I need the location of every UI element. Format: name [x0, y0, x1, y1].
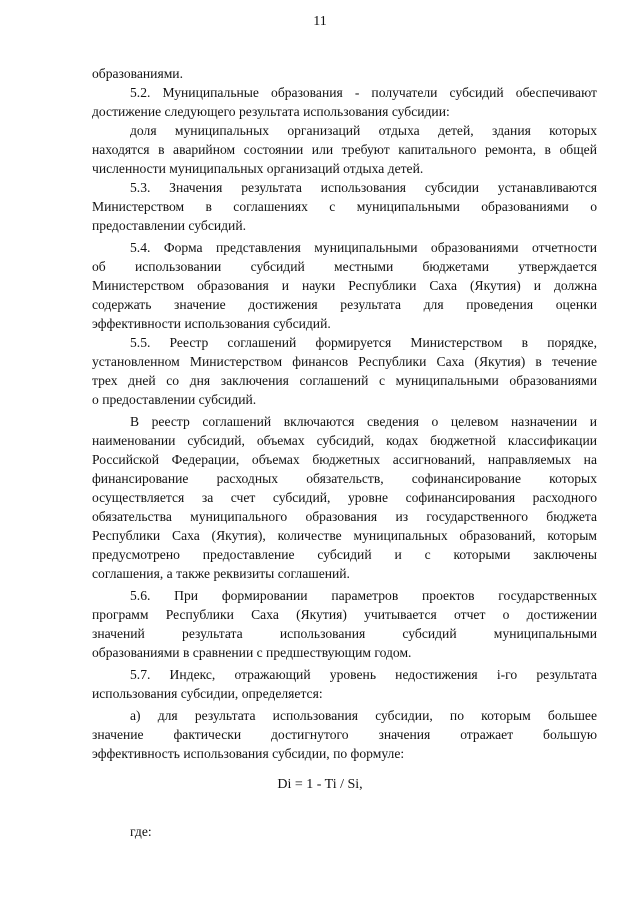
text-line: установленном Министерством финансов Республики Саха (Якутия) в течение [92, 354, 597, 369]
text-line: 5.3. Значения результата использования субсидии устанавливаются [130, 180, 597, 195]
text-line: о предоставлении субсидий. [92, 392, 257, 407]
page-number: 11 [313, 14, 327, 29]
text-line: обязательства муниципального образования из государственного бюджета [92, 509, 597, 524]
text-line: 5.2. Муниципальные образования - получатели субсидий обеспечивают [130, 85, 597, 100]
text-line: предусмотрено предоставление субсидий и с которыми заключены [92, 547, 597, 562]
text-line: содержать значение достижения результата для проведения оценки [92, 297, 597, 312]
text-line: финансирование расходных обязательств, софинансирование которых [92, 471, 597, 486]
text-line: Министерством в соглашениях с муниципальными образованиями о [92, 199, 597, 214]
text-line: Республики Саха (Якутия), количестве муниципальных образований, которым [92, 528, 597, 543]
text-line: достижение следующего результата использования субсидии: [92, 104, 450, 119]
text-line: значений результата использования субсидий муниципальными [92, 626, 597, 641]
text-line: В реестр соглашений включаются сведения о целевом назначении и [130, 414, 597, 429]
text-line: а) для результата использования субсидии, по которым большее [130, 708, 597, 723]
text-line: наименовании субсидий, объемах субсидий, кодах бюджетной классификации [92, 433, 597, 448]
text-line: Министерством образования и науки Республики Саха (Якутия) и должна [92, 278, 597, 293]
text-line: эффективности использования субсидий. [92, 316, 331, 331]
text-line: значение фактически достигнутого значения отражает большую [92, 727, 597, 742]
text-line: образованиями в сравнении с предшествующим годом. [92, 645, 412, 660]
text-line: осуществляется за счет субсидий, уровне софинансирования расходного [92, 490, 597, 505]
text-line: использования субсидии, определяется: [92, 686, 323, 701]
text-line: соглашения, а также реквизиты соглашений. [92, 566, 350, 581]
text-line: трех дней со дня заключения соглашений с муниципальными образованиями [92, 373, 597, 388]
text-line: 5.7. Индекс, отражающий уровень недостижения i-го результата [130, 667, 597, 682]
text-line: численности муниципальных организаций отдыха детей. [92, 161, 424, 176]
text-line: 5.6. При формировании параметров проектов государственных [130, 588, 597, 603]
text-line: об использовании субсидий местными бюджетами утверждается [92, 259, 597, 274]
text-line: Российской Федерации, объемах бюджетных ассигнований, направляемых на [92, 452, 597, 467]
formula: Di = 1 - Ti / Si, [277, 777, 363, 792]
text-line: программ Республики Саха (Якутия) учитывается отчет о достижении [92, 607, 597, 622]
text-line: 5.5. Реестр соглашений формируется Министерством в порядке, [130, 335, 597, 350]
text-line: доля муниципальных организаций отдыха детей, здания которых [130, 123, 597, 138]
where-label: где: [130, 824, 152, 839]
text-line: предоставлении субсидий. [92, 218, 246, 233]
text-line: образованиями. [92, 66, 183, 81]
text-line: находятся в аварийном состоянии или требуют капитального ремонта, в общей [92, 142, 597, 157]
text-line: эффективность использования субсидии, по формуле: [92, 746, 405, 761]
text-line: 5.4. Форма представления муниципальными образованиями отчетности [130, 240, 597, 255]
